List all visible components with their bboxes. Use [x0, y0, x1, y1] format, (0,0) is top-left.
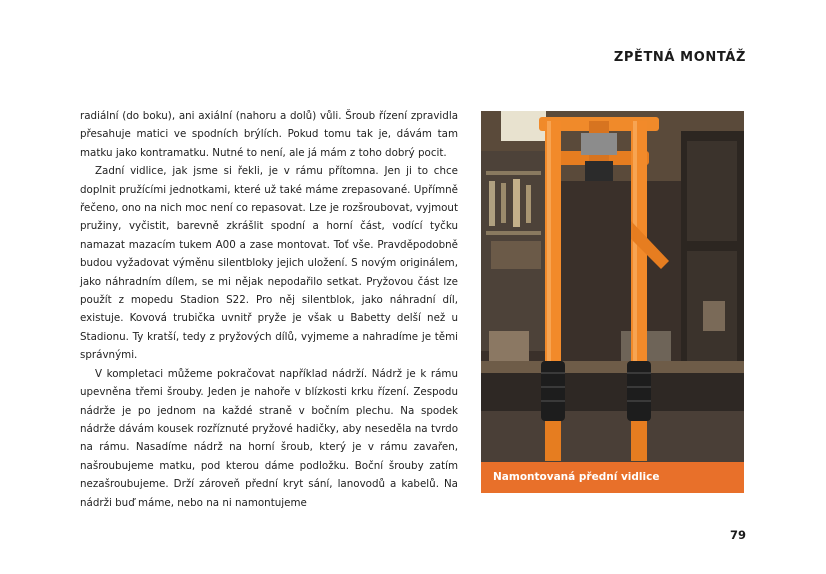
section-title: ZPĚTNÁ MONTÁŽ	[613, 50, 746, 65]
front-fork-illustration	[481, 111, 744, 493]
page-number: 79	[729, 528, 746, 542]
paragraph-1: radiální (do boku), ani axiální (nahoru a dolů) vůli. Šroub řízení zpravidla přesahuje matici ve spodních brýlích. Pokud tomu tak je, dávám tam matku jako kontramatku. Nutné to není, ale já mám z toho dobrý pocit.	[80, 110, 458, 159]
paragraph-3: V kompletaci můžeme pokračovat například nádrží. Nádrž je k rámu upevněna třemi šrouby. Jeden je nahoře v blízkosti krku řízení. Zespodu nádrže je po jednom na každé straně v bočním plechu. Na spodek nádrže dávám kousek rozříznuté pryžové hadičky, aby neseděla na tvrdo na rámu. Nasadíme nádrž na horní šroub, který je v rámu zavařen, našroubujeme matku, pod kterou dáme podložku. Boční šrouby zatím nezašroubujeme. Drží zároveň přední kryt sání, lanovodů a kabelů. Na nádrži buď máme, nebo na ni namontujeme	[80, 367, 458, 509]
front-fork-photo	[481, 111, 744, 493]
body-text	[80, 107, 458, 512]
paragraph-2: Zadní vidlice, jak jsme si řekli, je v rámu přítomna. Jen ji to chce doplnit pružícími jednotkami, které už také máme zrepasované. Upřímně řečeno, ono na nich moc není co repasovat. Lze je rozšroubovat, vyjmout pružiny, vyčistit, barevně zkrášlit spodní a horní část, vodící tyčku namazat mazacím tukem A00 a zase montovat. Toť vše. Pravděpodobně budou vyžadovat výměnu silentbloky jejich uložení. S novým originálem, jako náhradním dílem, se mi nějak nepodařilo setkat. Pryžovou část lze použít z mopedu Stadion S22. Pro něj silentblok, jako náhradní díl, existuje. Kovová trubička uvnitř pryže je však u Babetty delší než u Stadionu. Ty kratší, tedy z pryžových dílů, vyjmeme a nahradíme je těmi správnými.	[80, 165, 458, 362]
figure-caption: Namontovaná přední vidlice	[481, 462, 744, 493]
